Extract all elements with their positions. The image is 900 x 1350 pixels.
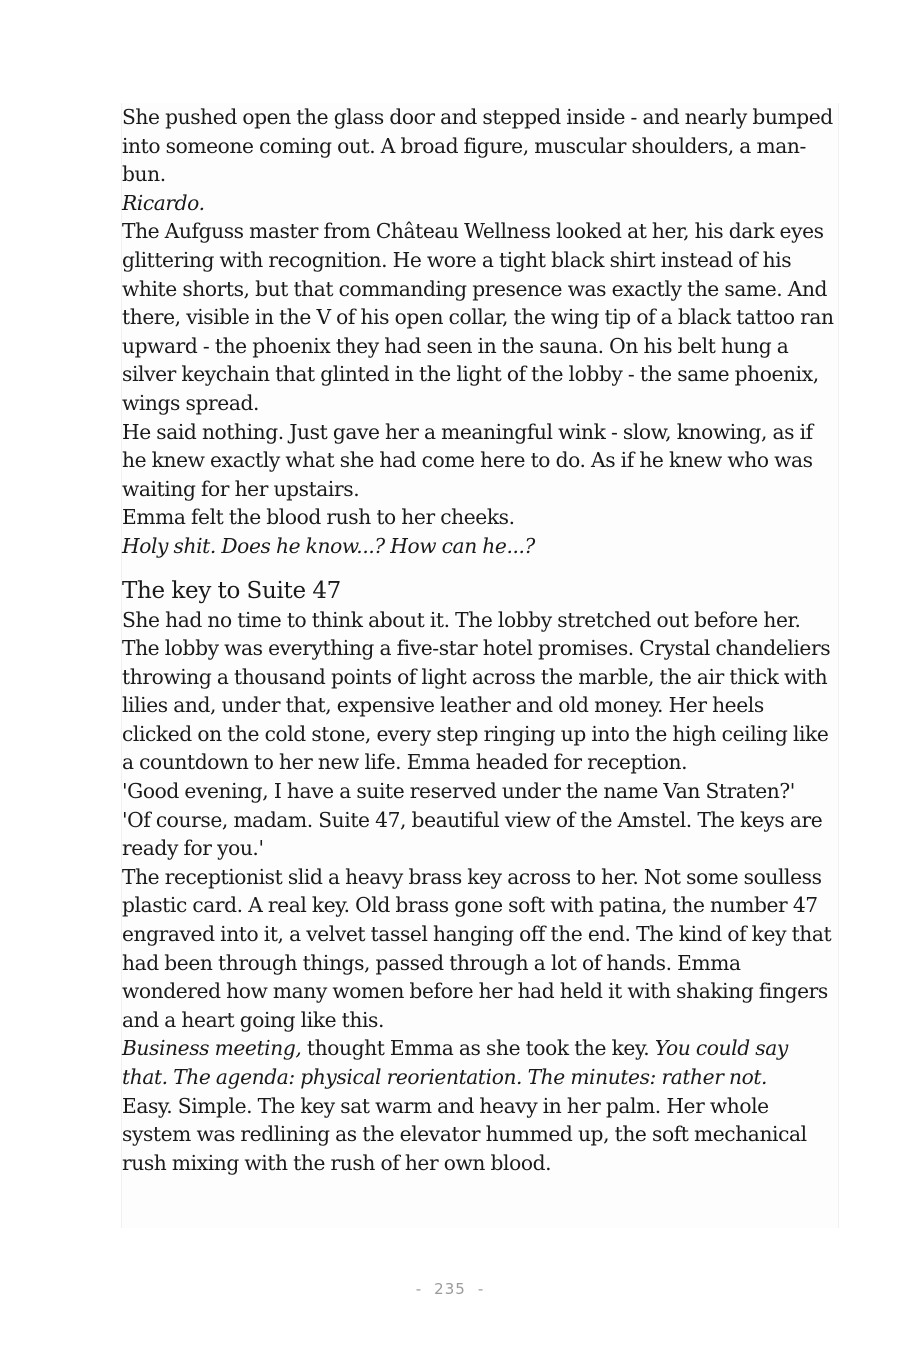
italic-text: Ricardo. (122, 190, 205, 215)
page-body (122, 103, 838, 1177)
paragraph: She had no time to think about it. The lobby stretched out before her. The lobby was everything a five-star hotel promises. Crystal chandeliers throwing a thousand points of light across the marble, the air thick with lilies and, under that, expensive leather and old money. Her heels clicked on the cold stone, every step ringing up into the high ceiling like a countdown to her new life. Emma headed for reception. (122, 607, 831, 775)
paragraph: Easy. Simple. The key sat warm and heavy in her palm. Her whole system was redlining as the elevator hummed up, the soft mechanical rush mixing with the rush of her own blood. (122, 1093, 807, 1175)
paragraph: 'Of course, madam. Suite 47, beautiful view of the Amstel. The keys are ready for you.' (122, 807, 823, 861)
paragraph-italic (122, 189, 838, 218)
plain-text: thought Emma as she took the key. (301, 1036, 655, 1061)
section-heading: The key to Suite 47 (122, 577, 341, 604)
footer-dash: - (415, 1280, 423, 1298)
paragraph-mixed (122, 1034, 838, 1091)
section-gap (122, 561, 838, 576)
paragraph: Emma felt the blood rush to her cheeks. (122, 505, 515, 530)
italic-text: You could say that. The agenda: physical reorientation. The minutes: rather not. (122, 1036, 788, 1089)
paragraph-italic (122, 532, 838, 561)
paragraph: The Aufguss master from Château Wellness looked at her, his dark eyes glittering with recognition. He wore a tight black shirt instead of his white shorts, but that commanding presence was exactly the same. And there, visible in the V of his open collar, the wing tip of a black tattoo ran upward - the phoenix they had seen in the sauna. On his belt hung a silver keychain that glinted in the light of the lobby - the same phoenix, wings spread. (122, 219, 834, 415)
paragraph: 'Good evening, I have a suite reserved under the name Van Straten?' (122, 779, 795, 804)
italic-text: Business meeting, (122, 1036, 302, 1061)
paragraph: The receptionist slid a heavy brass key across to her. Not some soulless plastic card. A real key. Old brass gone soft with patina, the number 47 engraved into it, a velvet tassel hanging off the end. The kind of key that had been through things, passed through a lot of hands. Emma wondered how many women before her had held it with shaking fingers and a heart going like this. (122, 864, 832, 1032)
italic-text: Holy shit. Does he know...? How can he...? (122, 533, 535, 558)
paragraph: He said nothing. Just gave her a meaningful wink - slow, knowing, as if he knew exactly what she had come here to do. As if he knew who was waiting for her upstairs. (122, 419, 813, 501)
page-number: 235 (434, 1280, 466, 1298)
paragraph: She pushed open the glass door and stepped inside - and nearly bumped into someone coming out. A broad figure, muscular shoulders, a man-bun. (122, 105, 833, 187)
page-footer (0, 1280, 900, 1298)
footer-dash: - (477, 1280, 485, 1298)
